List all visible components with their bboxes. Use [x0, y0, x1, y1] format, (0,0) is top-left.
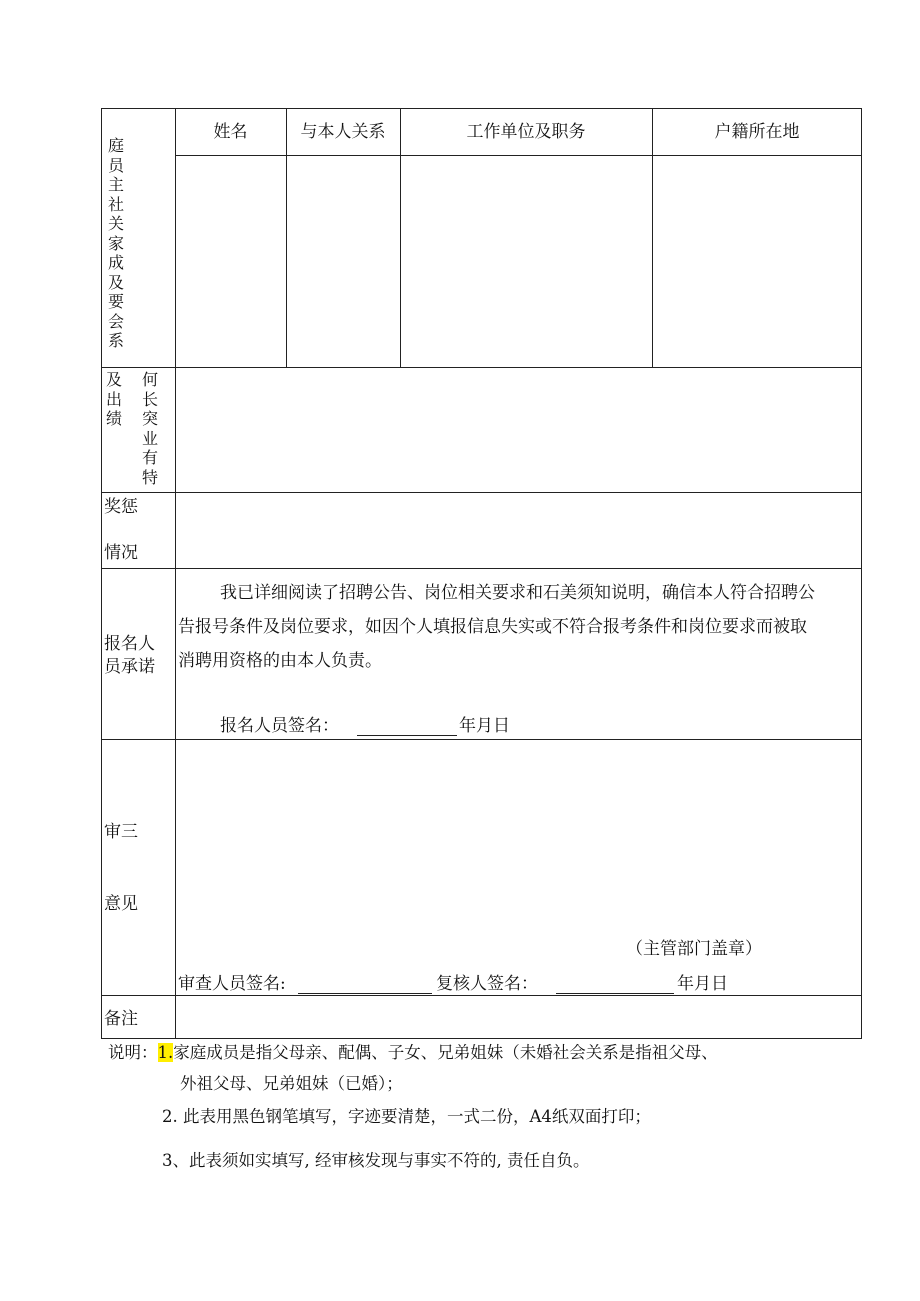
- rechecker-signature-label: 复核人签名：: [436, 974, 538, 994]
- applicant-signature-line[interactable]: [357, 720, 457, 736]
- notes-prefix: 说明：: [108, 1043, 158, 1062]
- rewards-label-line1: 奖惩: [104, 497, 138, 517]
- table-bottom-border: [101, 1038, 862, 1039]
- notes-item-2: 2. 此表用黑色钢笔填写，字迹要清楚，一式二份，A4纸双面打印；: [162, 1107, 651, 1126]
- family-relation-cell[interactable]: [287, 156, 400, 367]
- header-employer-position: 工作单位及职务: [466, 122, 586, 142]
- row-divider-3: [101, 568, 862, 569]
- commitment-label-line2: 员承诺: [104, 657, 155, 677]
- commitment-line-2: 告报号条件及岗位要求，如因个人填报信息失实或不符合报考条件和岗位要求而被取: [178, 617, 807, 637]
- table-right-border: [861, 108, 862, 1039]
- header-name: 姓名: [213, 122, 248, 142]
- review-label-line2: 意见: [104, 894, 138, 914]
- review-opinion-cell[interactable]: [176, 740, 861, 930]
- applicant-date-label: 年月日: [459, 716, 510, 736]
- notes-item-3: 3、此表须如实填写, 经审核发现与事实不符的, 责任自负。: [162, 1151, 590, 1170]
- applicant-signature-label: 报名人员签名：: [220, 716, 339, 736]
- specialty-cell[interactable]: [176, 368, 861, 492]
- notes-item1-text: 家庭成员是指父母亲、配偶、子女、兄弟姐妹（未婚社会关系是指祖父母、: [173, 1043, 718, 1062]
- commitment-line-3: 消聘用资格的由本人负责。: [178, 651, 382, 671]
- header-relation: 与本人关系: [300, 122, 386, 142]
- header-household-registration: 户籍所在地: [714, 122, 800, 142]
- commitment-line-1: 我已详细阅读了招聘公告、岗位相关要求和石美须知说明，确信本人符合招聘公: [220, 583, 815, 603]
- family-employer-cell[interactable]: [401, 156, 652, 367]
- specialty-label-col1: 及出绩: [105, 370, 122, 428]
- remarks-cell[interactable]: [176, 996, 861, 1038]
- family-label-col2: 关家成及要会系: [107, 214, 124, 350]
- remarks-label: 备注: [104, 1009, 138, 1029]
- table-left-border: [101, 108, 102, 1039]
- specialty-label-col2: 何长突业有特: [141, 370, 158, 487]
- rechecker-signature-line[interactable]: [556, 978, 674, 994]
- notes-item1-number: 1.: [157, 1043, 174, 1062]
- review-date-label: 年月日: [677, 974, 728, 994]
- family-registration-cell[interactable]: [653, 156, 861, 367]
- department-stamp-note: （主管部门盖章）: [626, 939, 762, 959]
- family-name-cell[interactable]: [176, 156, 286, 367]
- family-label-col1: 庭员主社: [107, 136, 124, 214]
- notes-line-1: [108, 1042, 718, 1064]
- notes-line-2: 外祖父母、兄弟姐妹（已婚）；: [180, 1074, 403, 1093]
- table-top-border: [101, 108, 862, 109]
- commitment-label-line1: 报名人: [104, 634, 155, 654]
- reviewer-signature-line[interactable]: [298, 978, 432, 994]
- rewards-cell[interactable]: [176, 493, 861, 568]
- rewards-label-line2: 情况: [104, 543, 138, 563]
- reviewer-signature-label: 审查人员签名:: [178, 974, 286, 994]
- review-label-line1: 审三: [104, 822, 138, 842]
